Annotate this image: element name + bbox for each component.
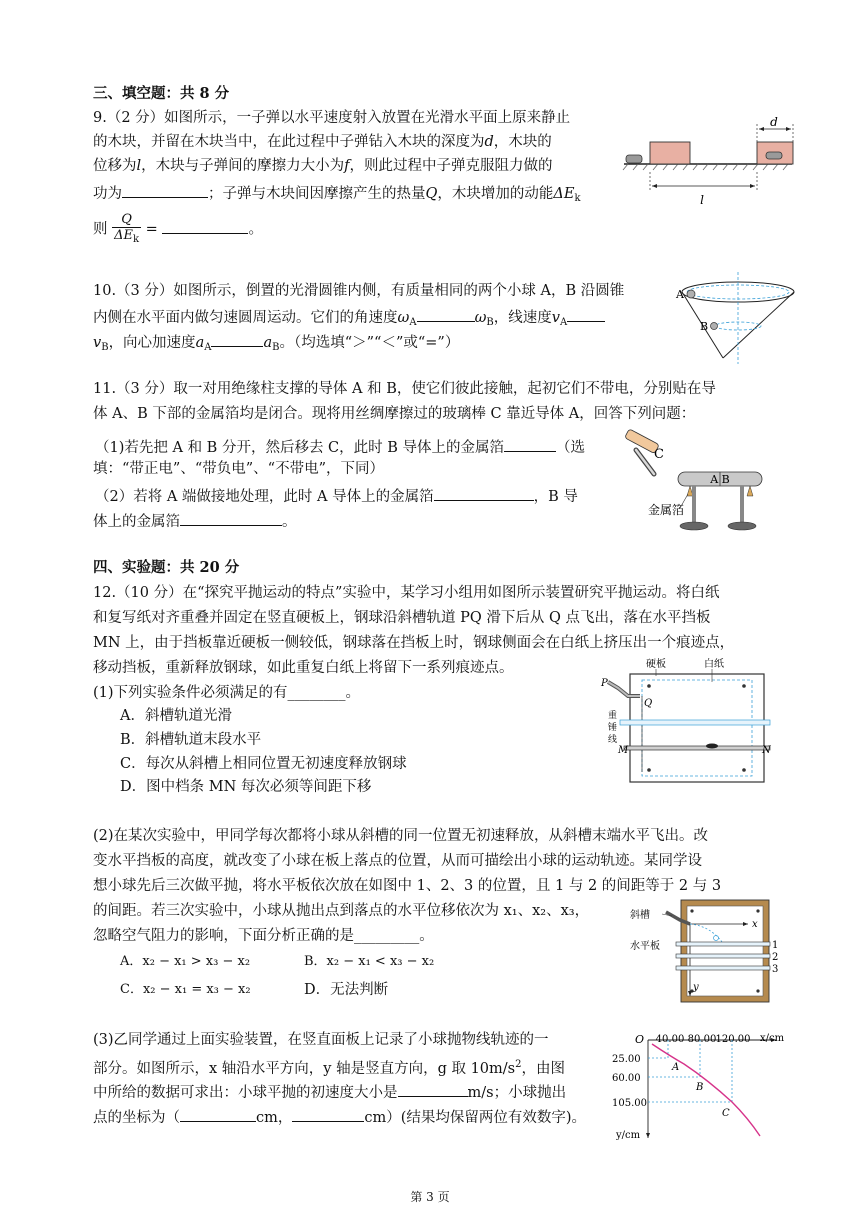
q12-part-2-option-d[interactable]: D．无法判断 [304,982,389,998]
q12-horizontal-board-figure [626,898,779,1004]
q9-fraction: Q $\Delta E_k$ [114,212,140,245]
section-4-title: 四、实验题：共 20 分 [93,559,240,576]
q12-part-2-line-5: 忽略空气阻力的影响，下面分析正确的是_________。 [93,928,434,944]
q12-part-2-line-4: 的间距。若三次实验中，小球从抛出点到落点的水平位移依次为 x₁、x₂、x₃， [93,903,590,919]
svg-text:锤: 锤 [608,723,618,733]
q10-line-2: 内侧在水平面内做匀速圆周运动。它们的角速度$\omega_A$ $\omega_B$，线速度$v_A$ [93,305,605,333]
q12-part-2-line-2: 变水平挡板的高度，就改变了小球在板上落点的位置，从而可描绘出小球的运动轨迹。某同学设 [93,853,702,869]
svg-text:N: N [762,745,771,756]
q12-part-3-line-3: 中所给的数据可求出：小球平抛的初速度大小是 m/s；小球抛出 [93,1080,566,1103]
q10-blank-acceleration[interactable] [211,330,263,347]
q9-line-1: 9.（2 分）如图所示，一子弹以水平速度射入放置在光滑水平面上原来静止 [93,110,571,126]
svg-text:A: A [672,1062,680,1073]
q11-line-3: （1)若先把 A 和 B 分开，然后移去 C，此时 B 导体上的金属箔 （选 [95,435,585,458]
svg-text:重: 重 [608,711,618,721]
q10-blank-velocity[interactable] [567,305,605,322]
section-3-title: 三、填空题：共 8 分 [93,85,230,102]
block-before-icon [650,142,690,164]
page-number: 第 3 页 [410,1190,450,1204]
svg-text:线: 线 [608,735,618,745]
svg-text:M: M [618,745,629,756]
q12-part-3-line-4: 点的坐标为（ cm， cm）(结果均保留两位有效数字)。 [93,1105,586,1128]
svg-text:B: B [696,1082,704,1093]
q9-answer-blank-2[interactable] [162,217,248,234]
q12-line-3: MN 上，由于挡板靠近硬板一侧较低，钢球落在挡板上时，钢球侧面会在白纸上挤压出一个痕迹点， [93,635,735,651]
ball-a-icon [687,290,695,298]
svg-text:斜槽: 斜槽 [630,910,650,921]
q10-blank-omega[interactable] [417,305,475,322]
q12-option-b[interactable]: B．斜槽轨道末段水平 [120,732,262,748]
svg-text:P: P [601,678,608,689]
svg-text:x: x [752,919,758,930]
q12-part-2-line-1: (2)在某次实验中，甲同学每次都将小球从斜槽的同一位置无初速释放，从斜槽末端水平飞出。改 [93,828,709,844]
svg-text:105.00: 105.00 [612,1098,647,1109]
svg-text:O: O [635,1033,645,1046]
svg-text:1: 1 [772,940,779,951]
svg-text:y/cm: y/cm [616,1130,641,1141]
q9-line-4: 功为 ；子弹与木块间因摩擦产生的热量Q，木块增加的动能$\Delta E_k$ [93,181,581,209]
q11-blank-1[interactable] [504,435,556,452]
q12-part-3-line-2: 部分。如图所示，x 轴沿水平方向，y 轴是竖直方向，g 取 $10m/s^2$，由图 [93,1059,565,1077]
svg-text:Q: Q [644,698,653,709]
svg-text:60.00: 60.00 [612,1073,641,1084]
q12-part-3-line-1: (3)乙同学通过上面实验装置，在竖直面板上记录了小球抛物线轨迹的一 [93,1032,549,1048]
svg-text:x/cm: x/cm [760,1033,785,1044]
svg-text:80.00: 80.00 [687,1034,717,1045]
q11-blank-3[interactable] [180,509,282,526]
svg-text:白纸: 白纸 [704,659,724,670]
q12-line-4: 移动挡板，重新释放钢球，如此重复白纸上将留下一系列痕迹点。 [93,660,514,676]
q10-cone-figure [676,268,802,366]
q10-line-3: $v_B$，向心加速度$a_A$ $a_B$。（均选填“＞”“＜”或“=”） [93,330,459,358]
q12-part-2-option-b[interactable]: B．x₂ − x₁ < x₃ − x₂ [304,954,435,969]
foil-b-icon [747,486,753,496]
q12-blank-initial-velocity[interactable] [398,1080,468,1097]
q11-line-6: 体上的金属箔 。 [93,509,297,532]
q12-trajectory-graph [608,1030,792,1142]
svg-text:金属箔: 金属箔 [648,503,685,517]
svg-text:3: 3 [772,964,779,975]
q11-line-5: （2）若将 A 端做接地处理，此时 A 导体上的金属箔 ，B 导 [95,484,578,507]
svg-text:水平板: 水平板 [630,941,660,952]
svg-text:A: A [676,288,684,301]
bullet-icon [626,155,642,163]
q9-line-3: 位移为l，木块与子弹间的摩擦力大小为f，则此过程中子弹克服阻力做的 [93,158,553,174]
q12-part-2-option-c[interactable]: C．x₂ − x₁ = x₃ − x₂ [120,982,251,997]
svg-text:C: C [654,447,664,462]
q12-option-a[interactable]: A．斜槽轨道光滑 [120,708,232,724]
q12-line-1: 12.（10 分）在“探究平抛运动的特点”实验中，某学习小组用如图所示装置研究平抛运动。将白纸 [93,585,720,601]
svg-text:l: l [700,193,704,207]
q9-answer-blank-1[interactable] [122,181,208,198]
q12-option-c[interactable]: C．每次从斜槽上相同位置无初速度释放钢球 [120,756,407,772]
svg-text:B: B [700,320,709,333]
q12-part-1-prompt: (1)下列实验条件必须满足的有________。 [93,685,361,701]
svg-text:25.00: 25.00 [612,1054,641,1065]
q10-line-1: 10.（3 分）如图所示，倒置的光滑圆锥内侧，有质量相同的两个小球 A，B 沿圆锥 [93,283,625,299]
ball-b-icon [711,323,718,330]
q11-line-1: 11.（3 分）取一对用绝缘柱支撑的导体 A 和 B，使它们彼此接触，起初它们不带电，分别贴在导 [93,381,716,397]
q11-line-4: 填：“带正电”、“带负电”、“不带电”，下同） [93,461,384,477]
q11-blank-2[interactable] [434,484,534,501]
svg-text:2: 2 [772,952,779,963]
svg-text:40.00: 40.00 [655,1034,685,1045]
svg-text:y: y [693,982,699,993]
svg-text:120.00: 120.00 [715,1034,751,1045]
svg-text:C: C [722,1108,730,1119]
q12-part-2-line-3: 想小球先后三次做平抛，将水平板依次放在如图中 1、2、3 的位置，且 1 与 2 的间距等于 2 与 3 [93,878,722,894]
q9-bullet-block-figure [618,116,796,208]
q9-line-2: 的木块，并留在木块当中，在此过程中子弹钻入木块的深度为d，木块的 [93,134,552,150]
svg-text:硬板: 硬板 [646,659,666,670]
q12-part-2-option-a[interactable]: A．x₂ − x₁ > x₃ − x₂ [120,954,251,969]
q11-line-2: 体 A、B 下部的金属箔均是闭合。现将用丝绸摩擦过的玻璃棒 C 靠近导体 A，回答下列问题： [93,406,696,422]
q12-option-d[interactable]: D．图中档条 MN 每次必须等间距下移 [120,779,372,795]
svg-text:A B: A B [710,473,730,486]
q12-blank-y-coordinate[interactable] [292,1105,364,1122]
q12-blank-x-coordinate[interactable] [180,1105,256,1122]
q12-apparatus-figure [594,656,774,786]
svg-text:d: d [770,115,778,129]
q9-line-5: 则 Q $\Delta E_k$ = 。 [93,212,263,245]
q11-conductor-figure [614,428,770,538]
q12-line-2: 和复写纸对齐重叠并固定在竖直硬板上，钢球沿斜槽轨道 PQ 滑下后从 Q 点飞出，落在水平挡板 [93,610,711,626]
